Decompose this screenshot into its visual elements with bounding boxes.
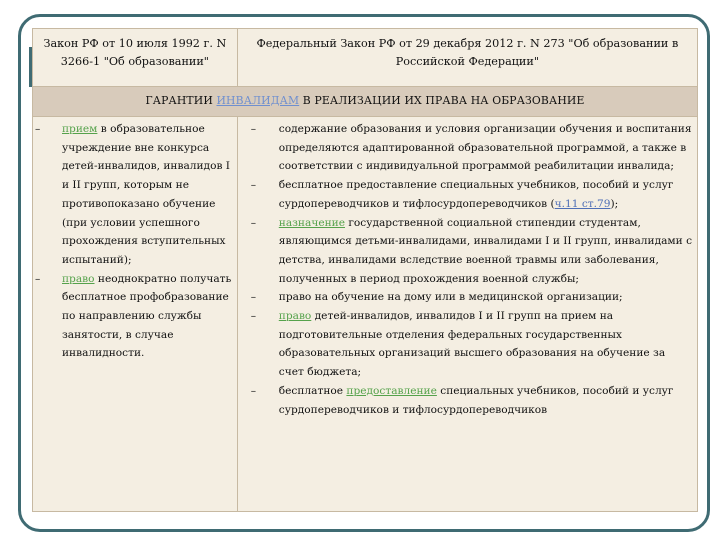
link-predostavlenie[interactable]: предоставление [346,384,437,397]
band-text-after: В РЕАЛИЗАЦИИ ИХ ПРАВА НА ОБРАЗОВАНИЕ [299,94,585,107]
list-item-text: в образовательное учреждение вне конкурса детей-инвалидов, инвалидов I и II групп, которым не противопоказано обучение (при условии успешного прохождения вступительных испытаний); [62,123,230,266]
law-comparison-table [32,28,698,512]
dash-marker: – [35,272,41,285]
list-item [238,307,695,382]
list-item [238,176,695,213]
list-item [238,214,695,289]
new-law-list [238,120,695,419]
list-item-text: неоднократно получать бесплатное профобразование по направлению службы занятости, в случае инвалидности. [62,272,232,360]
list-item-text: содержание образования и условия организации обучения и воспитания определяются адаптированной образовательной программой, а также в соответствии с индивидуальной программой реабилитации инвалида; [278,123,692,173]
band-text-before: ГАРАНТИИ [145,94,217,107]
list-item-text: специальных учебников, пособий и услуг сурдопереводчиков и тифлосурдопереводчиков [278,384,674,416]
new-law-guarantees [237,117,697,512]
band-row [33,87,698,117]
list-item-text: детей-инвалидов, инвалидов I и II групп на прием на подготовительные отделения федеральных государственных образовательных организаций высшего образования на обучение за счет бюджета; [278,310,666,379]
list-item-text: бесплатное предоставление специальных учебников, пособий и услуг сурдопереводчиков и тифлосурдопереводчиков ( [278,179,674,210]
link-pravo-priem[interactable]: право [278,310,312,323]
dash-marker: – [250,216,257,229]
header-row [33,29,698,87]
list-item-tail: ); [610,197,619,210]
dash-marker: – [250,310,257,323]
list-item-lead: бесплатное [278,384,347,397]
link-pravo[interactable]: право [62,272,95,285]
list-item [33,270,235,364]
header-new-law: Федеральный Закон РФ от 29 декабря 2012 г. N 273 "Об образовании в Российской Федерации" [237,29,697,87]
list-item [238,382,695,419]
band-link-invalids[interactable]: ИНВАЛИДАМ [216,94,300,107]
guarantees-band [33,87,698,117]
list-item [238,120,695,176]
old-law-guarantees [33,117,238,512]
dash-marker: – [250,179,257,192]
old-law-list [33,120,235,363]
dash-marker: – [250,291,257,304]
link-priem[interactable]: прием [62,123,98,135]
list-item [33,120,235,270]
list-item [238,288,695,307]
dash-marker: – [35,123,41,135]
list-item-text: государственной социальной стипендии студентам, являющимся детьми-инвалидами, инвалидами I и II групп, инвалидами с детства, инвалидами вследствие военной травмы или заболевания, полученных в период прохождения военной службы; [278,216,693,285]
list-item-text: право на обучение на дому или в медицинской организации; [278,291,623,304]
content-row [33,117,698,512]
link-naznachenie[interactable]: назначение [278,216,345,229]
dash-marker: – [250,123,257,135]
dash-marker: – [250,384,257,397]
header-old-law: Закон РФ от 10 июля 1992 г. N 3266-1 "Об образовании" [33,29,238,87]
link-article-79[interactable]: ч.11 ст.79 [554,197,611,210]
